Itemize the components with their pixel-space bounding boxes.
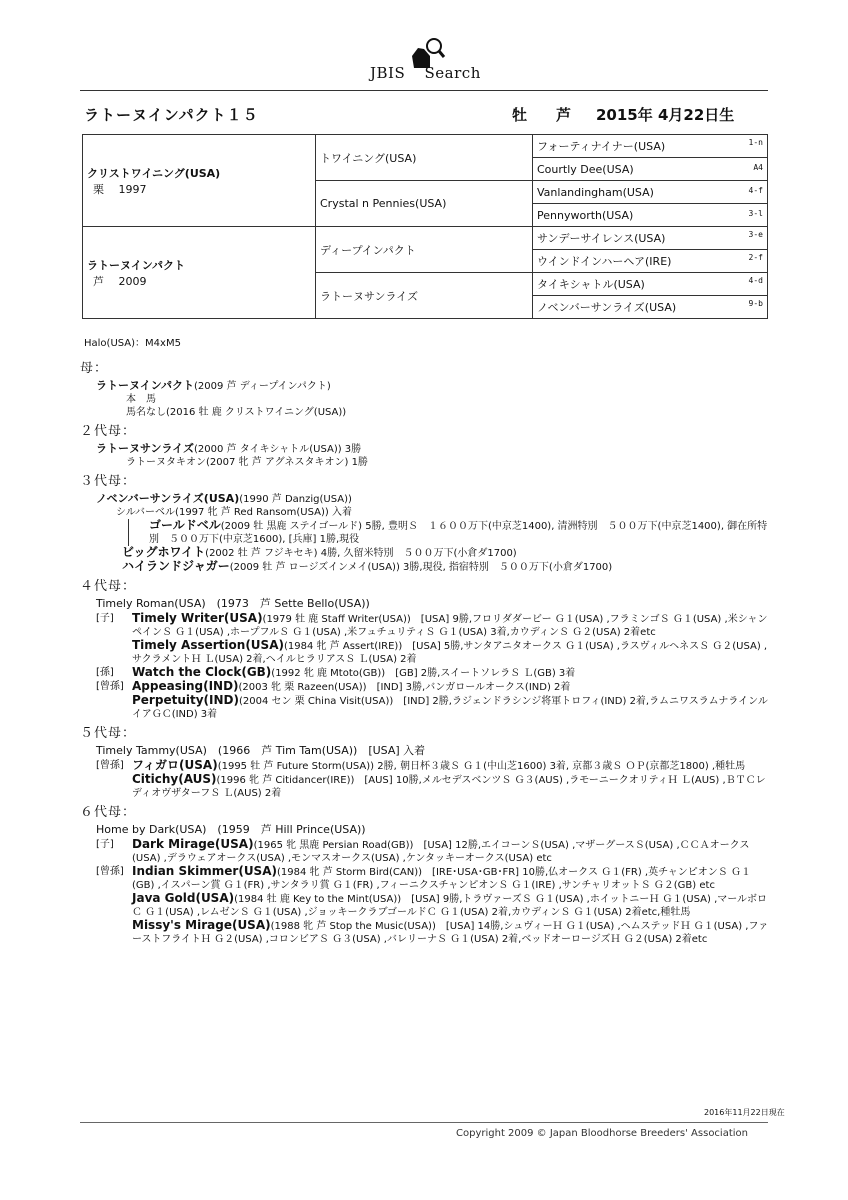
family-code: 1-n xyxy=(748,138,763,147)
horse-name: ゴールドベル xyxy=(149,518,221,532)
horse-detail: (2009 牡 黒鹿 ステイゴールド) 5勝, 豊明Ｓ １６００万下(中京芝1400), 清洲特別 ５００万下(中京芝1400), 御在所特別 ５００万下(中京芝1600), [兵庫] 1勝,現役 xyxy=(149,521,768,545)
record-entry xyxy=(80,680,770,694)
horse-name: Dark Mirage(USA) xyxy=(132,837,254,851)
ancestor-name: ノベンバーサンライズ(USA) xyxy=(537,301,677,314)
record-entry xyxy=(80,919,770,946)
record-line: ラトーヌタキオン(2007 牝 芦 アグネスタキオン) 1勝 xyxy=(126,457,368,468)
sire-sire-cell: トワイニング(USA) xyxy=(316,135,533,181)
horse-name: ラトーヌインパクト１５ xyxy=(84,106,259,124)
logo-search: Search xyxy=(424,64,481,82)
horse-detail: (1965 牝 黒鹿 Persian Road(GB)) [USA] 12勝,エイコーンＳ(USA) ,マザーグースＳ(USA) ,ＣＣＡオークス(USA) ,デラウェアオークス(USA) ,モンマスオークス(USA) ,ケンタッキーオークス(USA) etc xyxy=(132,840,750,864)
horse-detail: (1984 牝 芦 Storm Bird(CAN)) [IRE･USA･GB･FR] 10勝,仏オークス Ｇ１(FR) ,英チャンピオンＳ Ｇ１(GB) ,イスパーン賞 Ｇ１(FR) ,サンタラリ賞 Ｇ１(FR) ,フィーニクスチャンピオンＳ Ｇ１(IRE) ,サンチャリオットＳ Ｇ２(GB) etc xyxy=(132,867,751,891)
horse-name: Missy's Mirage(USA) xyxy=(132,918,271,932)
record-entry xyxy=(80,759,770,773)
family-code: 4-f xyxy=(748,185,763,195)
ancestor-name: Courtly Dee(USA) xyxy=(537,162,634,176)
ancestor-cell xyxy=(533,181,768,204)
horse-detail: (1984 牝 芦 Assert(IRE)) [USA] 5勝,サンタアニタオークス Ｇ１(USA) ,ラスヴィルヘネスＳ Ｇ２(USA) ,サクラメントＨ Ｌ(USA) 2着,ヘイルヒラリアスＳ Ｌ(USA) 2着 xyxy=(132,641,768,665)
record-line: Timely Tammy(USA) (1966 芦 Tim Tam(USA)) [USA] 入着 xyxy=(96,744,426,757)
horse-detail: (2000 芦 タイキシャトル(USA)) 3勝 xyxy=(194,444,362,455)
ancestor-cell xyxy=(533,227,768,250)
horse-detail: (2003 牝 栗 Razeen(USA)) [IND] 3勝,バンガロールオークス(IND) 2着 xyxy=(238,682,571,693)
family-code: 9-b xyxy=(748,299,763,308)
record-line: 馬名なし(2016 牡 鹿 クリストワイニング(USA)) xyxy=(126,407,347,418)
horse-sex: 牡 xyxy=(512,106,528,124)
section-heading: ２代母： xyxy=(80,424,137,439)
family-code: 3-l xyxy=(748,208,763,218)
footer-divider xyxy=(80,1122,768,1123)
record-entry xyxy=(80,865,770,892)
relation-tag: [子] xyxy=(96,613,114,624)
dam-sire-cell: ディープインパクト xyxy=(316,227,533,273)
family-record xyxy=(80,356,770,946)
record-line xyxy=(80,560,770,574)
horse-name: Timely Writer(USA) xyxy=(132,611,263,625)
record-line xyxy=(80,379,770,393)
horse-name: Appeasing(IND) xyxy=(132,679,239,693)
ancestor-cell xyxy=(533,158,768,181)
record-line: Timely Roman(USA) (1973 芦 Sette Bello(USA)) xyxy=(96,597,370,610)
record-line: Home by Dark(USA) (1959 芦 Hill Prince(USA)) xyxy=(96,823,366,836)
relation-tag: [子] xyxy=(96,839,114,850)
dam-name: ラトーヌインパクト xyxy=(87,258,186,272)
horse-detail: (1992 牝 鹿 Mtoto(GB)) [GB] 2勝,スイートソレラＳ Ｌ(GB) 3着 xyxy=(271,668,576,679)
section-heading: ６代母： xyxy=(80,805,137,820)
horse-detail: (1984 牡 鹿 Key to the Mint(USA)) [USA] 9勝,トラヴァーズＳ Ｇ１(USA) ,ホイットニーＨ Ｇ１(USA) ,マールボロＣ Ｇ１(USA) ,レムゼンＳ Ｇ１(USA) ,ジョッキークラブゴールドＣ Ｇ１(USA) 2着,カウディンＳ Ｇ１(USA) 2着etc,種牡馬 xyxy=(132,894,768,918)
ancestor-cell xyxy=(533,273,768,296)
record-entry xyxy=(80,666,770,680)
inbreeding-note: Halo(USA)：M4xM5 xyxy=(84,338,181,349)
section-heading: ３代母： xyxy=(80,474,137,489)
horse-name: ラトーヌインパクト xyxy=(96,379,195,392)
record-entry xyxy=(80,612,770,639)
sire-info: 栗 1997 xyxy=(93,182,147,196)
record-line: 本 馬 xyxy=(126,394,156,405)
horse-name: Watch the Clock(GB) xyxy=(132,665,272,679)
section-heading: 母： xyxy=(80,361,109,376)
horse-name: ノベンバーサンライズ(USA) xyxy=(96,492,240,505)
horse-name: ビッグホワイト xyxy=(122,545,206,559)
record-entry xyxy=(80,639,770,666)
ancestor-name: フォーティナイナー(USA) xyxy=(537,140,666,153)
ancestor-name: Vanlandingham(USA) xyxy=(537,185,654,199)
family-code: 4-d xyxy=(748,276,763,285)
dam-info: 芦 2009 xyxy=(93,274,147,288)
record-line xyxy=(80,442,770,456)
horse-name: Timely Assertion(USA) xyxy=(132,638,284,652)
horse-dob: 2015年 4月22日生 xyxy=(596,106,735,124)
ancestor-name: サンデーサイレンス(USA) xyxy=(537,232,666,245)
horse-name: Indian Skimmer(USA) xyxy=(132,864,277,878)
horse-detail: (1990 芦 Danzig(USA)) xyxy=(239,494,352,505)
section-heading: ５代母： xyxy=(80,726,137,741)
jbis-logo xyxy=(360,36,500,86)
record-entry xyxy=(80,773,770,800)
family-code: 3-e xyxy=(748,230,763,239)
horse-name: Java Gold(USA) xyxy=(132,891,235,905)
sire-dam-cell: Crystal n Pennies(USA) xyxy=(316,181,533,227)
horse-name: Perpetuity(IND) xyxy=(132,693,239,707)
relation-tag: [曾孫] xyxy=(96,760,124,771)
horse-name: ハイランドジャガー xyxy=(122,559,230,573)
ancestor-name: タイキシャトル(USA) xyxy=(537,278,645,291)
dam-cell xyxy=(83,227,316,319)
ancestor-cell xyxy=(533,296,768,319)
record-line xyxy=(128,519,770,546)
horse-name: ラトーヌサンライズ xyxy=(96,442,195,455)
horse-detail: (1995 牡 芦 Future Storm(USA)) 2勝, 朝日杯３歳Ｓ Ｇ１(中山芝1600) 3着, 京都３歳Ｓ ＯＰ(京都芝1800) ,種牡馬 xyxy=(217,761,746,772)
header-divider xyxy=(80,90,768,91)
ancestor-name: Pennyworth(USA) xyxy=(537,208,634,222)
relation-tag: [孫] xyxy=(96,667,114,678)
record-line: シルバーベル(1997 牝 芦 Red Ransom(USA)) 入着 xyxy=(116,507,352,518)
horse-detail: (2002 牡 芦 フジキセキ) 4勝, 久留米特別 ５００万下(小倉ダ1700) xyxy=(205,548,517,559)
sire-name: クリストワイニング(USA) xyxy=(87,166,221,180)
title-row xyxy=(84,104,768,130)
sire-cell xyxy=(83,135,316,227)
ancestor-name: ウインドインハーヘア(IRE) xyxy=(537,255,672,268)
copyright: Copyright 2009 © Japan Bloodhorse Breeders' Association xyxy=(456,1128,748,1139)
horse-detail: (1979 牡 鹿 Staff Writer(USA)) [USA] 9勝,フロリダダービー Ｇ１(USA) ,フラミンゴＳ Ｇ１(USA) ,米シャンペインＳ Ｇ１(USA) ,ホープフルＳ Ｇ１(USA) ,米フュチュリティＳ Ｇ１(USA) 3着,カウディンＳ Ｇ２(USA) 2着etc xyxy=(132,614,768,638)
record-entry xyxy=(80,838,770,865)
horse-name: Citichy(AUS) xyxy=(132,772,217,786)
family-code: A4 xyxy=(753,162,763,172)
horse-detail: (2009 芦 ディープインパクト) xyxy=(194,381,331,392)
horse-detail: (1988 牝 芦 Stop the Music(USA)) [USA] 14勝,シュヴィーＨ Ｇ１(USA) ,ヘムステッドＨ Ｇ１(USA) ,ファーストフライトＨ Ｇ２(USA) ,コロンビアＳ Ｇ３(USA) ,バレリーナＳ Ｇ１(USA) 2着,ベッドオーロージズＨ Ｇ２(USA) 2着etc xyxy=(132,921,769,945)
dam-dam-cell: ラトーヌサンライズ xyxy=(316,273,533,319)
record-entry xyxy=(80,892,770,919)
logo-text xyxy=(370,64,481,82)
as-of-date: 2016年11月22日現在 xyxy=(704,1108,785,1117)
record-line xyxy=(80,492,770,506)
horse-name: フィガロ(USA) xyxy=(132,758,218,772)
horse-coat: 芦 xyxy=(556,106,572,124)
pedigree-table xyxy=(82,134,768,319)
horse-detail: (1996 牝 芦 Citidancer(IRE)) [AUS] 10勝,メルセデスベンツＳ Ｇ３(AUS) ,ラモーニークオリティＨ Ｌ(AUS) ,ＢＴＣレディオヴザターフＳ Ｌ(AUS) 2着 xyxy=(132,775,766,799)
ancestor-cell xyxy=(533,204,768,227)
horse-detail: (2009 牡 芦 ロージズインメイ(USA)) 3勝,現役, 指宿特別 ５００万下(小倉ダ1700) xyxy=(229,562,613,573)
relation-tag: [曾孫] xyxy=(96,681,124,692)
horse-detail: (2004 セン 栗 China Visit(USA)) [IND] 2勝,ラジェンドラシンジ将軍トロフィ(IND) 2着,ラムニワスラムナラインルイアＧＣ(IND) 3着 xyxy=(132,696,768,720)
ancestor-cell xyxy=(533,250,768,273)
logo-jbis: JBIS xyxy=(370,64,406,82)
record-line xyxy=(80,546,770,560)
relation-tag: [曾孫] xyxy=(96,866,124,877)
family-code: 2-f xyxy=(748,253,763,262)
section-heading: ４代母： xyxy=(80,579,137,594)
ancestor-cell xyxy=(533,135,768,158)
record-entry xyxy=(80,694,770,721)
